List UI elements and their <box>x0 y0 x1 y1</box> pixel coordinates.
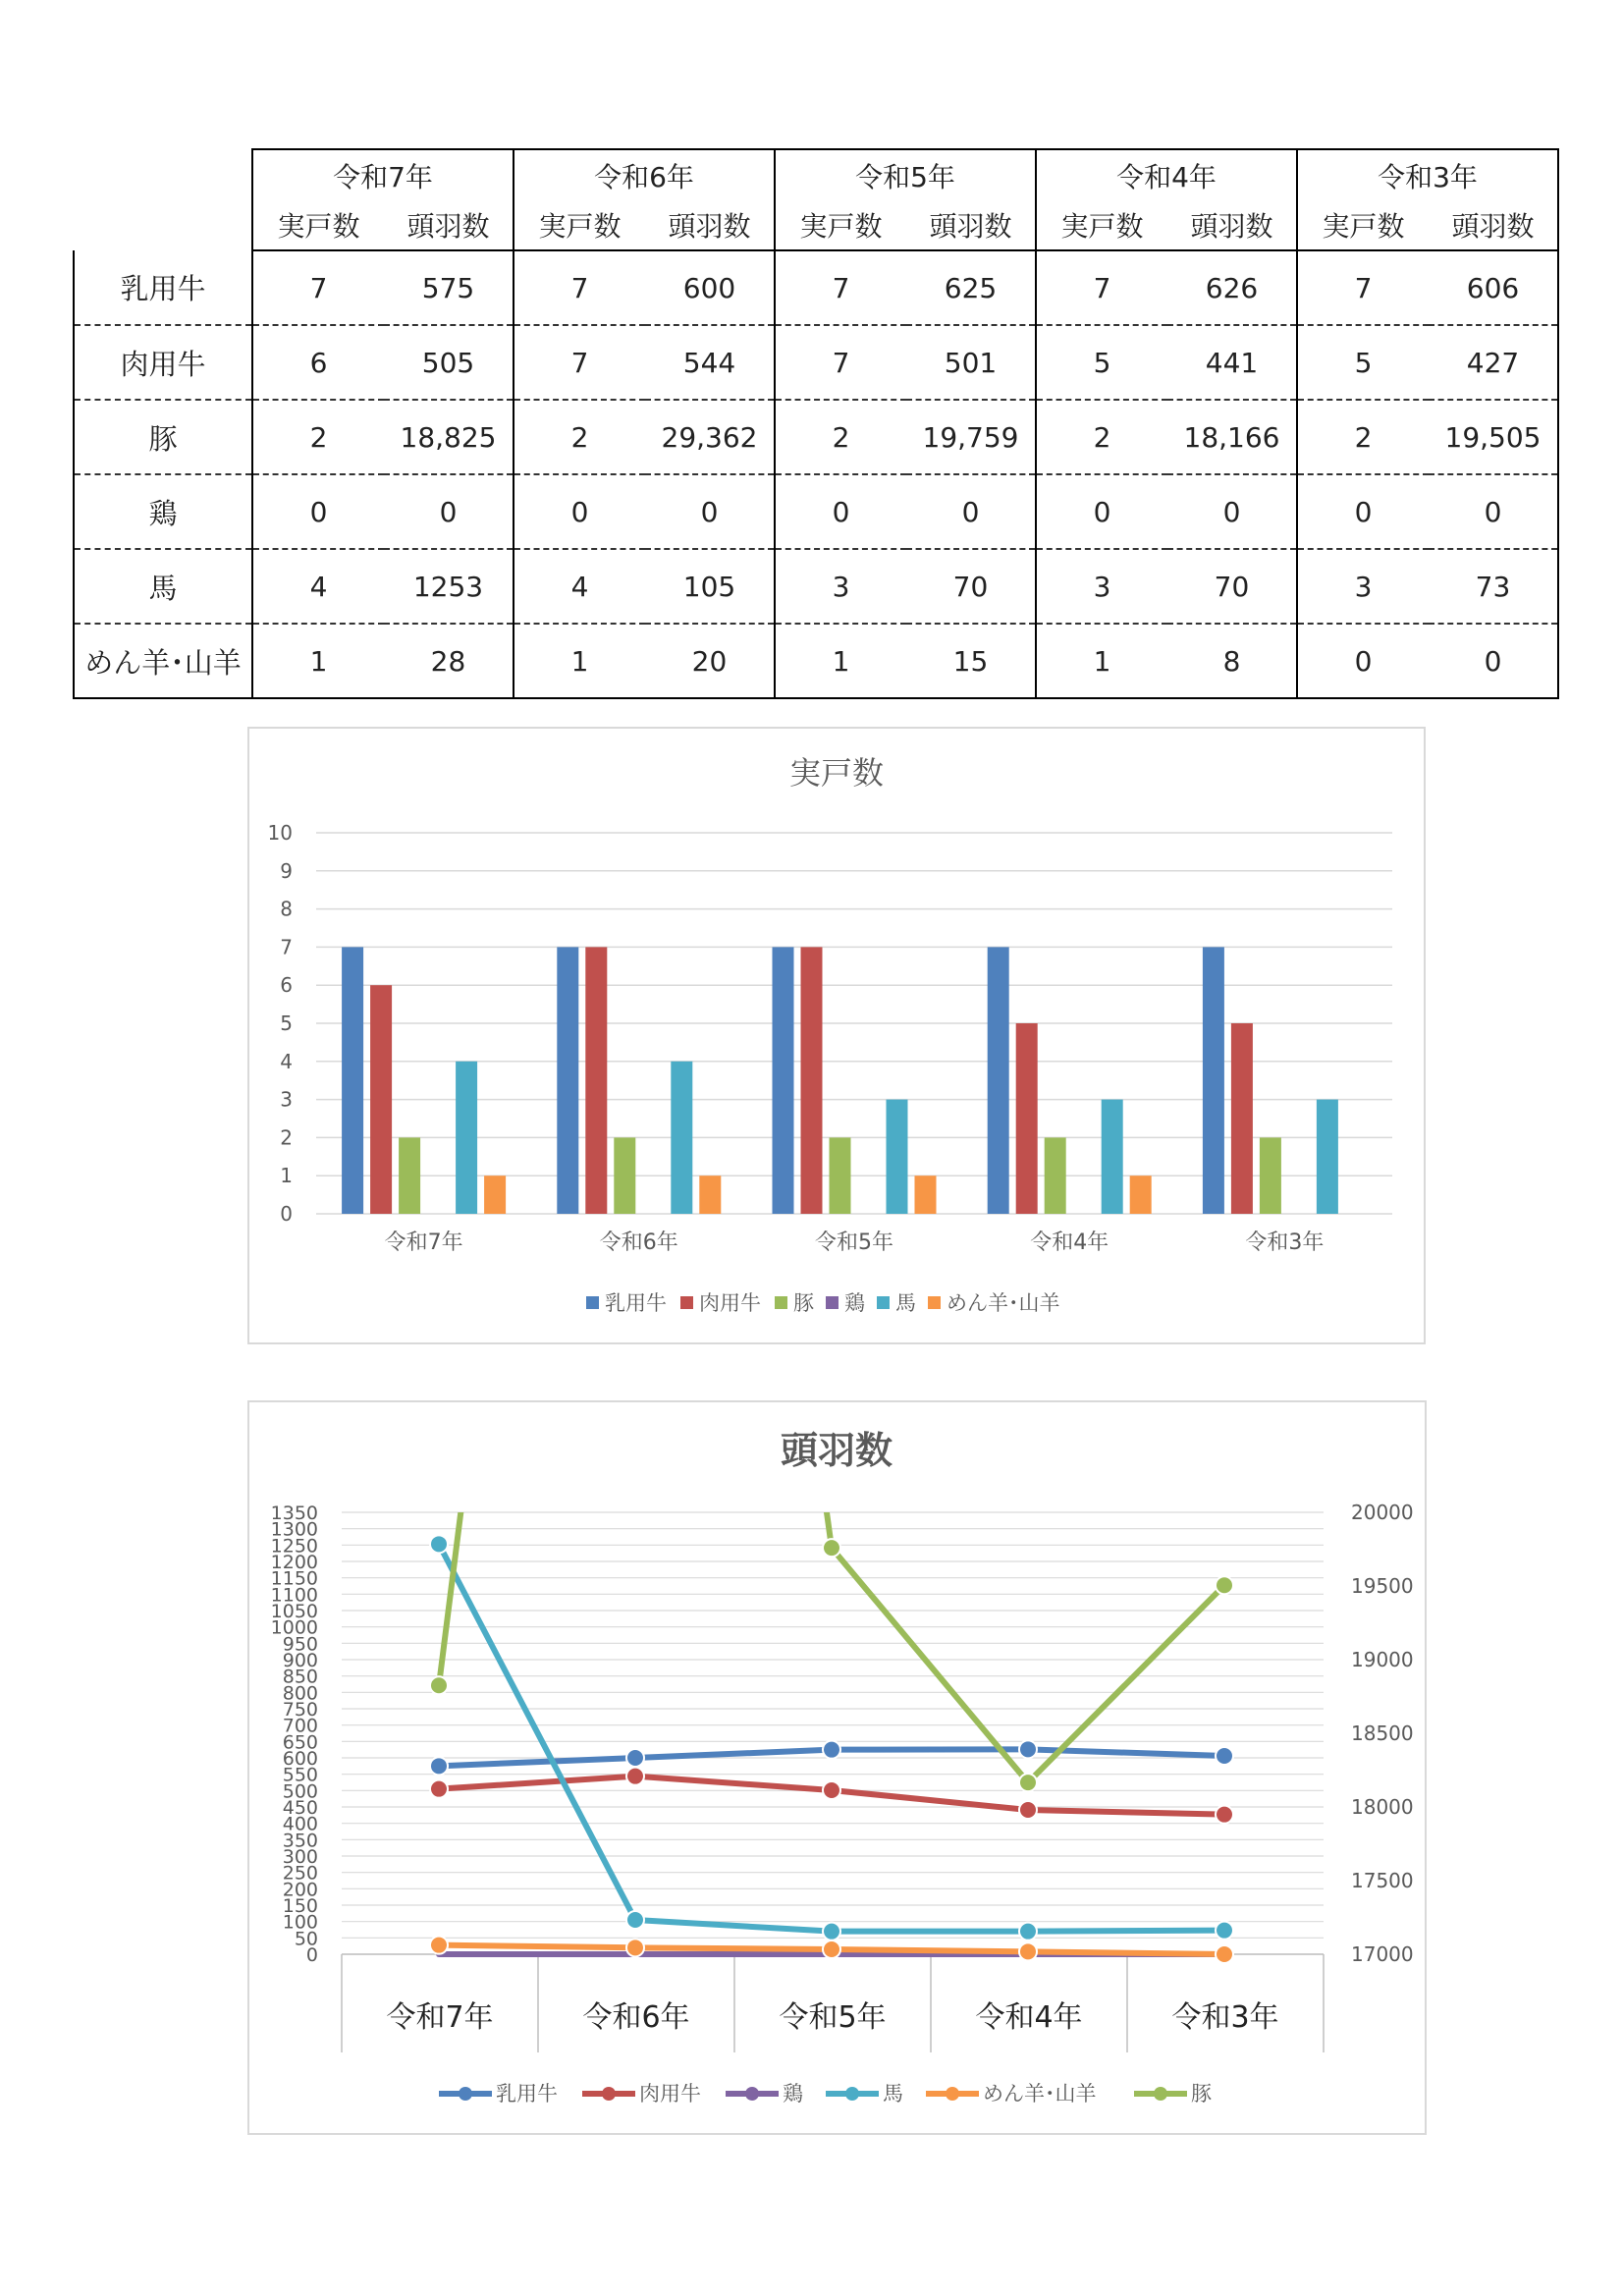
data-point <box>1216 1747 1233 1765</box>
households-cell: 0 <box>252 474 384 549</box>
households-cell: 1 <box>514 624 645 698</box>
y-tick-label: 0 <box>280 1202 293 1226</box>
data-point <box>1216 1576 1233 1594</box>
households-cell: 3 <box>1297 549 1429 624</box>
data-point <box>626 1939 644 1956</box>
legend-swatch <box>775 1296 787 1309</box>
y-left-tick-label: 100 <box>282 1911 318 1934</box>
bar <box>915 1175 937 1214</box>
y-left-tick-label: 50 <box>294 1928 318 1950</box>
bar <box>614 1137 635 1214</box>
year-header: 令和7年 <box>252 149 514 200</box>
bar <box>830 1137 851 1214</box>
bar <box>1317 1100 1338 1214</box>
x-tick-label: 令和4年 <box>975 2000 1083 2035</box>
legend-swatch <box>928 1296 941 1309</box>
households-header: 実戸数 <box>514 200 645 250</box>
data-point <box>823 1923 840 1941</box>
bar <box>456 1062 477 1214</box>
x-tick-label: 令和3年 <box>1171 2000 1279 2035</box>
head-count-cell: 0 <box>906 474 1036 549</box>
y-tick-label: 9 <box>280 858 293 883</box>
households-cell: 2 <box>1036 400 1167 474</box>
head-count-cell: 0 <box>645 474 775 549</box>
households-cell: 7 <box>252 250 384 325</box>
head-count-cell: 600 <box>645 250 775 325</box>
households-cell: 6 <box>252 325 384 400</box>
y-right-tick-label: 20000 <box>1351 1501 1414 1524</box>
legend-marker <box>845 2087 859 2101</box>
y-tick-label: 7 <box>280 935 293 959</box>
data-point <box>1019 1801 1037 1819</box>
data-point <box>430 1535 448 1553</box>
row-label: 肉用牛 <box>74 325 252 400</box>
legend-marker <box>745 2087 759 2101</box>
head-count-cell: 18,166 <box>1167 400 1297 474</box>
y-left-tick-label: 650 <box>282 1731 318 1754</box>
y-left-tick-label: 800 <box>282 1682 318 1705</box>
households-cell: 7 <box>775 325 906 400</box>
bar <box>988 947 1009 1214</box>
legend-marker <box>946 2087 959 2101</box>
legend-swatch <box>586 1296 599 1309</box>
head-count-cell: 575 <box>384 250 514 325</box>
y-left-tick-label: 550 <box>282 1764 318 1786</box>
row-label: 乳用牛 <box>74 250 252 325</box>
legend-label: 鶏 <box>783 2082 803 2105</box>
bar <box>1130 1175 1152 1214</box>
y-left-tick-label: 250 <box>282 1862 318 1885</box>
y-tick-label: 8 <box>280 897 293 921</box>
y-left-tick-label: 900 <box>282 1650 318 1671</box>
row-label: 鶏 <box>74 474 252 549</box>
bar <box>887 1100 908 1214</box>
households-cell: 1 <box>252 624 384 698</box>
bar <box>484 1175 506 1214</box>
data-point <box>626 1768 644 1785</box>
y-left-tick-label: 1200 <box>270 1552 318 1573</box>
bar <box>671 1062 692 1214</box>
legend-label: 鶏 <box>844 1291 865 1315</box>
households-cell: 3 <box>775 549 906 624</box>
head-count-cell: 105 <box>645 549 775 624</box>
households-cell: 2 <box>1297 400 1429 474</box>
table-row <box>74 400 1558 474</box>
households-cell: 0 <box>1297 474 1429 549</box>
head-count-cell: 19,759 <box>906 400 1036 474</box>
head-count-cell: 0 <box>1429 624 1558 698</box>
y-tick-label: 3 <box>280 1087 293 1112</box>
data-point <box>1019 1923 1037 1941</box>
bar <box>585 947 607 1214</box>
households-header: 実戸数 <box>1036 200 1167 250</box>
table-row <box>74 624 1558 698</box>
households-cell: 7 <box>514 250 645 325</box>
y-right-tick-label: 18000 <box>1351 1795 1414 1819</box>
y-left-tick-label: 400 <box>282 1813 318 1835</box>
y-left-tick-label: 1050 <box>270 1601 318 1622</box>
data-point <box>823 1741 840 1759</box>
table-row <box>74 250 1558 325</box>
bar <box>1045 1137 1066 1214</box>
households-bar-chart <box>249 729 1424 1342</box>
legend-marker <box>459 2087 472 2101</box>
y-left-tick-label: 450 <box>282 1797 318 1819</box>
table-row <box>74 549 1558 624</box>
x-tick-label: 令和6年 <box>582 2000 690 2035</box>
households-cell: 0 <box>775 474 906 549</box>
chart-title: 頭羽数 <box>780 1429 893 1472</box>
y-tick-label: 6 <box>280 973 293 998</box>
households-cell: 7 <box>775 250 906 325</box>
livestock-table <box>73 148 1559 699</box>
head-count-cell: 501 <box>906 325 1036 400</box>
households-cell: 1 <box>1036 624 1167 698</box>
x-tick-label: 令和3年 <box>1245 1230 1325 1255</box>
data-point <box>1216 1806 1233 1824</box>
row-label: 豚 <box>74 400 252 474</box>
households-cell: 4 <box>514 549 645 624</box>
households-cell: 4 <box>252 549 384 624</box>
head-count-cell: 427 <box>1429 325 1558 400</box>
bar <box>801 947 823 1214</box>
y-left-tick-label: 350 <box>282 1830 318 1852</box>
head-count-header: 頭羽数 <box>1429 200 1558 250</box>
x-tick-label: 令和5年 <box>815 1230 893 1255</box>
y-right-tick-label: 19000 <box>1351 1648 1414 1671</box>
legend-label: めん羊･山羊 <box>947 1291 1060 1315</box>
y-left-tick-label: 1150 <box>270 1567 318 1590</box>
data-point <box>430 1780 448 1798</box>
bar <box>370 985 392 1214</box>
y-left-tick-label: 1000 <box>270 1616 318 1639</box>
head-count-cell: 1253 <box>384 549 514 624</box>
y-tick-label: 10 <box>267 821 293 845</box>
head-count-cell: 8 <box>1167 624 1297 698</box>
y-left-tick-label: 950 <box>282 1633 318 1656</box>
chart-title: 実戸数 <box>788 754 885 792</box>
bar <box>1016 1023 1038 1214</box>
y-left-tick-label: 0 <box>305 1944 318 1966</box>
bar <box>1203 947 1224 1214</box>
legend-label: 肉用牛 <box>639 2082 701 2105</box>
y-tick-label: 5 <box>280 1011 293 1035</box>
head-count-cell: 505 <box>384 325 514 400</box>
data-point <box>430 1937 448 1954</box>
row-label: めん羊･山羊 <box>74 624 252 698</box>
households-chart <box>247 727 1426 1344</box>
head-count-cell: 0 <box>1167 474 1297 549</box>
legend-swatch <box>877 1296 890 1309</box>
bar <box>399 1137 420 1214</box>
head-count-cell: 70 <box>1167 549 1297 624</box>
head-count-cell: 606 <box>1429 250 1558 325</box>
head-count-cell: 19,505 <box>1429 400 1558 474</box>
y-left-tick-label: 850 <box>282 1666 318 1688</box>
data-point <box>626 1911 644 1929</box>
y-left-tick-label: 1250 <box>270 1535 318 1558</box>
plot-area <box>430 1402 1233 1963</box>
households-cell: 2 <box>775 400 906 474</box>
y-left-tick-label: 1300 <box>270 1518 318 1541</box>
bar <box>773 947 794 1214</box>
households-cell: 0 <box>1036 474 1167 549</box>
head-count-header: 頭羽数 <box>1167 200 1297 250</box>
households-header: 実戸数 <box>775 200 906 250</box>
legend-label: 乳用牛 <box>496 2082 558 2105</box>
head-count-cell: 0 <box>384 474 514 549</box>
x-tick-label: 令和5年 <box>779 2000 887 2035</box>
legend-swatch <box>680 1296 693 1309</box>
head-count-header: 頭羽数 <box>645 200 775 250</box>
head-count-header: 頭羽数 <box>384 200 514 250</box>
x-tick-label: 令和7年 <box>384 1230 463 1255</box>
head-count-cell: 625 <box>906 250 1036 325</box>
head-count-cell: 626 <box>1167 250 1297 325</box>
data-point <box>823 1539 840 1557</box>
legend-label: 馬 <box>883 2082 903 2105</box>
data-point <box>1019 1942 1037 1960</box>
households-cell: 5 <box>1036 325 1167 400</box>
x-tick-label: 令和4年 <box>1030 1230 1109 1255</box>
households-cell: 7 <box>1036 250 1167 325</box>
head-count-cell: 15 <box>906 624 1036 698</box>
head-count-cell: 0 <box>1429 474 1558 549</box>
y-right-tick-label: 18500 <box>1351 1722 1414 1745</box>
households-cell: 3 <box>1036 549 1167 624</box>
table-corner <box>74 149 252 250</box>
y-left-tick-label: 150 <box>282 1895 318 1917</box>
year-header: 令和4年 <box>1036 149 1297 200</box>
legend-label: 肉用牛 <box>699 1291 761 1315</box>
bar <box>342 947 363 1214</box>
households-header: 実戸数 <box>1297 200 1429 250</box>
data-point <box>1216 1922 1233 1940</box>
y-tick-label: 1 <box>280 1164 293 1188</box>
data-point <box>1019 1774 1037 1791</box>
data-point <box>1216 1945 1233 1963</box>
head-count-cell: 73 <box>1429 549 1558 624</box>
y-left-tick-label: 200 <box>282 1879 318 1901</box>
y-tick-label: 4 <box>280 1049 293 1073</box>
households-cell: 0 <box>1297 624 1429 698</box>
y-left-tick-label: 500 <box>282 1780 318 1803</box>
households-cell: 7 <box>514 325 645 400</box>
head-count-chart <box>247 1400 1427 2135</box>
year-header: 令和6年 <box>514 149 775 200</box>
y-left-tick-label: 700 <box>282 1715 318 1737</box>
x-tick-label: 令和6年 <box>599 1230 678 1255</box>
head-count-cell: 20 <box>645 624 775 698</box>
y-right-tick-label: 19500 <box>1351 1574 1414 1598</box>
head-count-cell: 28 <box>384 624 514 698</box>
y-right-tick-label: 17000 <box>1351 1942 1414 1966</box>
households-cell: 5 <box>1297 325 1429 400</box>
bar <box>1260 1137 1281 1214</box>
bar <box>557 947 578 1214</box>
data-point <box>823 1781 840 1799</box>
y-left-tick-label: 1350 <box>270 1503 318 1524</box>
legend-swatch <box>826 1296 839 1309</box>
y-left-tick-label: 600 <box>282 1748 318 1770</box>
households-header: 実戸数 <box>252 200 384 250</box>
head-count-cell: 544 <box>645 325 775 400</box>
y-left-tick-label: 1100 <box>270 1584 318 1607</box>
year-header: 令和3年 <box>1297 149 1558 200</box>
households-cell: 2 <box>252 400 384 474</box>
legend-label: 豚 <box>793 1291 814 1315</box>
head-count-cell: 70 <box>906 549 1036 624</box>
bar <box>1231 1023 1253 1214</box>
head-count-line-chart <box>249 1402 1425 2133</box>
data-point <box>823 1941 840 1958</box>
head-count-cell: 18,825 <box>384 400 514 474</box>
households-cell: 7 <box>1297 250 1429 325</box>
bar <box>1102 1100 1123 1214</box>
head-count-cell: 29,362 <box>645 400 775 474</box>
data-point <box>1019 1740 1037 1758</box>
x-tick-label: 令和7年 <box>386 2000 494 2035</box>
y-right-tick-label: 17500 <box>1351 1869 1414 1892</box>
year-header: 令和5年 <box>775 149 1036 200</box>
head-count-header: 頭羽数 <box>906 200 1036 250</box>
head-count-cell: 441 <box>1167 325 1297 400</box>
households-cell: 2 <box>514 400 645 474</box>
legend-marker <box>602 2087 616 2101</box>
data-point <box>626 1749 644 1767</box>
row-label: 馬 <box>74 549 252 624</box>
households-cell: 0 <box>514 474 645 549</box>
legend-label: 豚 <box>1191 2082 1212 2105</box>
data-point <box>430 1676 448 1694</box>
y-tick-label: 2 <box>280 1125 293 1150</box>
bar <box>699 1175 721 1214</box>
table-row <box>74 325 1558 400</box>
legend-label: 乳用牛 <box>605 1291 667 1315</box>
table-row <box>74 474 1558 549</box>
legend-label: めん羊･山羊 <box>983 2082 1097 2105</box>
y-left-tick-label: 750 <box>282 1699 318 1721</box>
series-line <box>439 1544 1224 1931</box>
y-left-tick-label: 300 <box>282 1846 318 1868</box>
data-point <box>430 1757 448 1775</box>
households-cell: 1 <box>775 624 906 698</box>
legend-marker <box>1154 2087 1167 2101</box>
legend-label: 馬 <box>895 1291 916 1315</box>
